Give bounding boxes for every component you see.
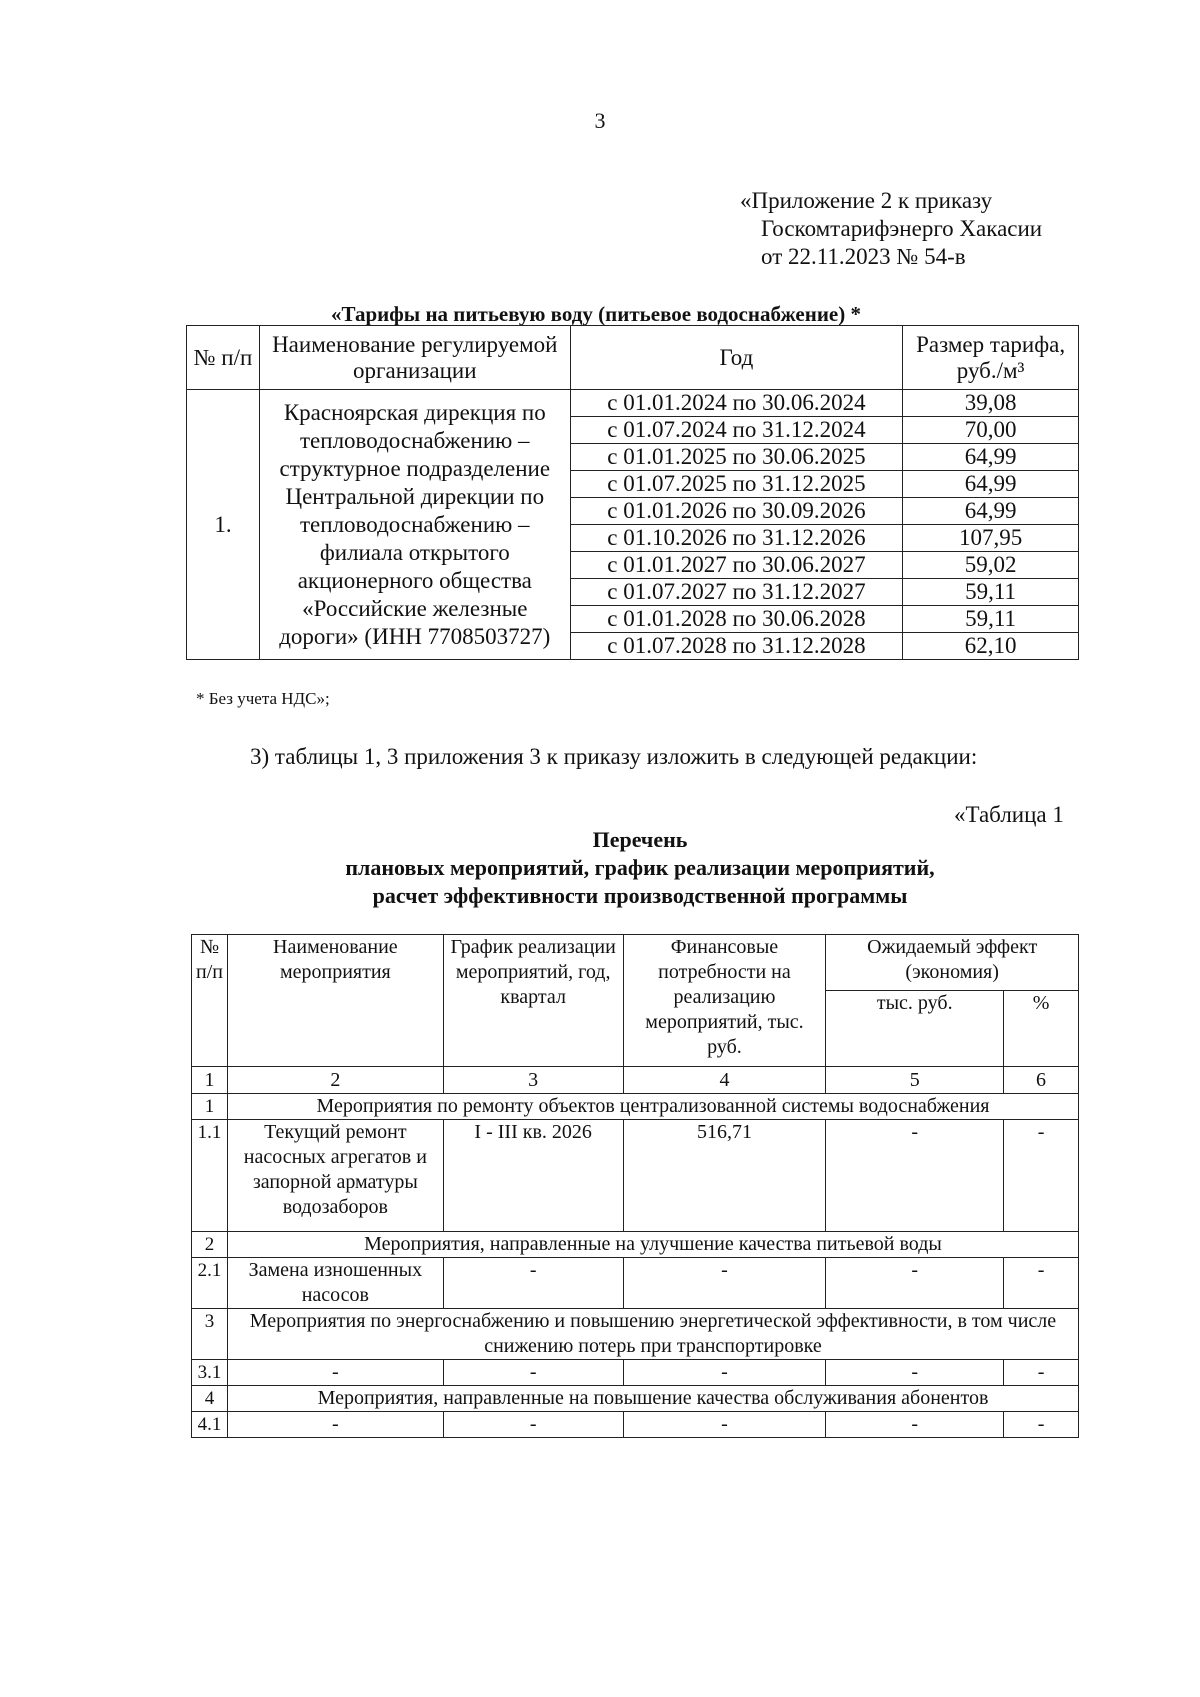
table1-label: «Таблица 1 [954, 802, 1064, 827]
header-org: Наименование регулируемой организации [259, 326, 570, 390]
events-header-row [192, 935, 1079, 991]
colnum-cell: 1 [192, 1067, 228, 1094]
tariff-period: с 01.01.2025 по 30.06.2025 [570, 444, 903, 471]
item-effect-rub: - [826, 1360, 1004, 1386]
tariff-rate: 107,95 [903, 525, 1079, 552]
events-body [192, 1094, 1079, 1438]
header-year: Год [570, 326, 903, 390]
tariff-row-number: 1. [187, 390, 260, 660]
section-title: Мероприятия по ремонту объектов централизованной системы водоснабжения [227, 1094, 1078, 1120]
item-effect-rub: - [826, 1412, 1004, 1438]
section-number: 2 [192, 1232, 228, 1258]
colnum-cell: 6 [1004, 1067, 1079, 1094]
events-header-effect-rub: тыс. руб. [826, 991, 1004, 1067]
tariff-rate: 64,99 [903, 498, 1079, 525]
tariff-rate: 59,11 [903, 606, 1079, 633]
item-name: - [227, 1360, 443, 1386]
tariff-period: с 01.07.2027 по 31.12.2027 [570, 579, 903, 606]
tariff-rate: 64,99 [903, 444, 1079, 471]
tariff-header-row [187, 326, 1079, 390]
header-rate: Размер тарифа, руб./м³ [903, 326, 1079, 390]
page-number: 3 [594, 108, 606, 133]
appendix-line-1: «Приложение 2 к приказу [740, 188, 993, 213]
tariff-period: с 01.01.2027 по 30.06.2027 [570, 552, 903, 579]
item-effect-pct: - [1004, 1412, 1079, 1438]
tariff-rate: 62,10 [903, 633, 1079, 660]
colnum-cell: 2 [227, 1067, 443, 1094]
item-number: 4.1 [192, 1412, 228, 1438]
item-effect-rub: - [826, 1120, 1004, 1232]
item-finance: - [623, 1412, 826, 1438]
section-number: 4 [192, 1386, 228, 1412]
tariff-period: с 01.01.2028 по 30.06.2028 [570, 606, 903, 633]
events-header-schedule: График реализации мероприятий, год, квартал [443, 935, 623, 1067]
tariff-rate: 59,11 [903, 579, 1079, 606]
event-item-row [192, 1120, 1079, 1232]
tariff-row [187, 390, 1079, 417]
events-title-line-3: расчет эффективности производственной программы [372, 883, 908, 908]
event-item-row [192, 1412, 1079, 1438]
tariff-rate: 70,00 [903, 417, 1079, 444]
tariff-period: с 01.10.2026 по 31.12.2026 [570, 525, 903, 552]
events-header-finance: Финансовые потребности на реализацию мероприятий, тыс. руб. [623, 935, 826, 1067]
item-name: Текущий ремонт насосных агрегатов и запорной арматуры водозаборов [227, 1120, 443, 1232]
section-title: Мероприятия, направленные на повышение качества обслуживания абонентов [227, 1386, 1078, 1412]
section-row [192, 1309, 1079, 1360]
colnum-cell: 5 [826, 1067, 1004, 1094]
events-header-name: Наименование мероприятия [227, 935, 443, 1067]
tariff-table-title: «Тарифы на питьевую воду (питьевое водоснабжение) * [331, 302, 861, 326]
appendix-line-2: Госкомтарифэнерго Хакасии [761, 216, 1043, 241]
events-header-effect-pct: % [1004, 991, 1079, 1067]
item-schedule: - [443, 1258, 623, 1309]
events-header-num: № п/п [192, 935, 228, 1067]
item-name: Замена изношенных насосов [227, 1258, 443, 1309]
item-finance: - [623, 1258, 826, 1309]
section-title: Мероприятия, направленные на улучшение качества питьевой воды [227, 1232, 1078, 1258]
events-colnum-row [192, 1067, 1079, 1094]
item-effect-pct: - [1004, 1258, 1079, 1309]
item-number: 1.1 [192, 1120, 228, 1232]
tariff-table [186, 325, 1079, 660]
tariff-period: с 01.01.2026 по 30.09.2026 [570, 498, 903, 525]
tariff-period: с 01.01.2024 по 30.06.2024 [570, 390, 903, 417]
tariff-rate: 64,99 [903, 471, 1079, 498]
tariff-rate: 39,08 [903, 390, 1079, 417]
events-title-line-2: плановых мероприятий, график реализации мероприятий, [345, 855, 935, 880]
item-effect-rub: - [826, 1258, 1004, 1309]
item-schedule: - [443, 1360, 623, 1386]
organization-name: Красноярская дирекция по тепловодоснабжению – структурное подразделение Центральной дирекции по тепловодоснабжению – филиала открытого акционерного общества «Российские железные дороги» (ИНН 7708503727) [259, 390, 570, 660]
tariff-rate: 59,02 [903, 552, 1079, 579]
item-schedule: - [443, 1412, 623, 1438]
events-title [200, 826, 1080, 910]
tariff-period: с 01.07.2028 по 31.12.2028 [570, 633, 903, 660]
appendix-header [740, 187, 1042, 271]
item-number: 3.1 [192, 1360, 228, 1386]
header-num: № п/п [187, 326, 260, 390]
item-number: 2.1 [192, 1258, 228, 1309]
item-finance: 516,71 [623, 1120, 826, 1232]
section-row [192, 1094, 1079, 1120]
events-header-effect: Ожидаемый эффект (экономия) [826, 935, 1079, 991]
section-row [192, 1386, 1079, 1412]
colnum-cell: 4 [623, 1067, 826, 1094]
section-number: 1 [192, 1094, 228, 1120]
instruction-text: 3) таблицы 1, 3 приложения 3 к приказу изложить в следующей редакции: [250, 744, 978, 769]
item-effect-pct: - [1004, 1360, 1079, 1386]
event-item-row [192, 1258, 1079, 1309]
tariff-period: с 01.07.2025 по 31.12.2025 [570, 471, 903, 498]
section-title: Мероприятия по энергоснабжению и повышению энергетической эффективности, в том числе снижению потерь при транспортировке [227, 1309, 1078, 1360]
appendix-line-3: от 22.11.2023 № 54-в [761, 244, 966, 269]
section-row [192, 1232, 1079, 1258]
event-item-row [192, 1360, 1079, 1386]
tariff-footnote: * Без учета НДС»; [196, 689, 330, 708]
tariff-body [187, 390, 1079, 660]
colnum-cell: 3 [443, 1067, 623, 1094]
events-title-line-1: Перечень [592, 827, 688, 852]
item-effect-pct: - [1004, 1120, 1079, 1232]
section-number: 3 [192, 1309, 228, 1360]
tariff-period: с 01.07.2024 по 31.12.2024 [570, 417, 903, 444]
item-schedule: I - III кв. 2026 [443, 1120, 623, 1232]
item-finance: - [623, 1360, 826, 1386]
item-name: - [227, 1412, 443, 1438]
events-table [191, 934, 1079, 1438]
